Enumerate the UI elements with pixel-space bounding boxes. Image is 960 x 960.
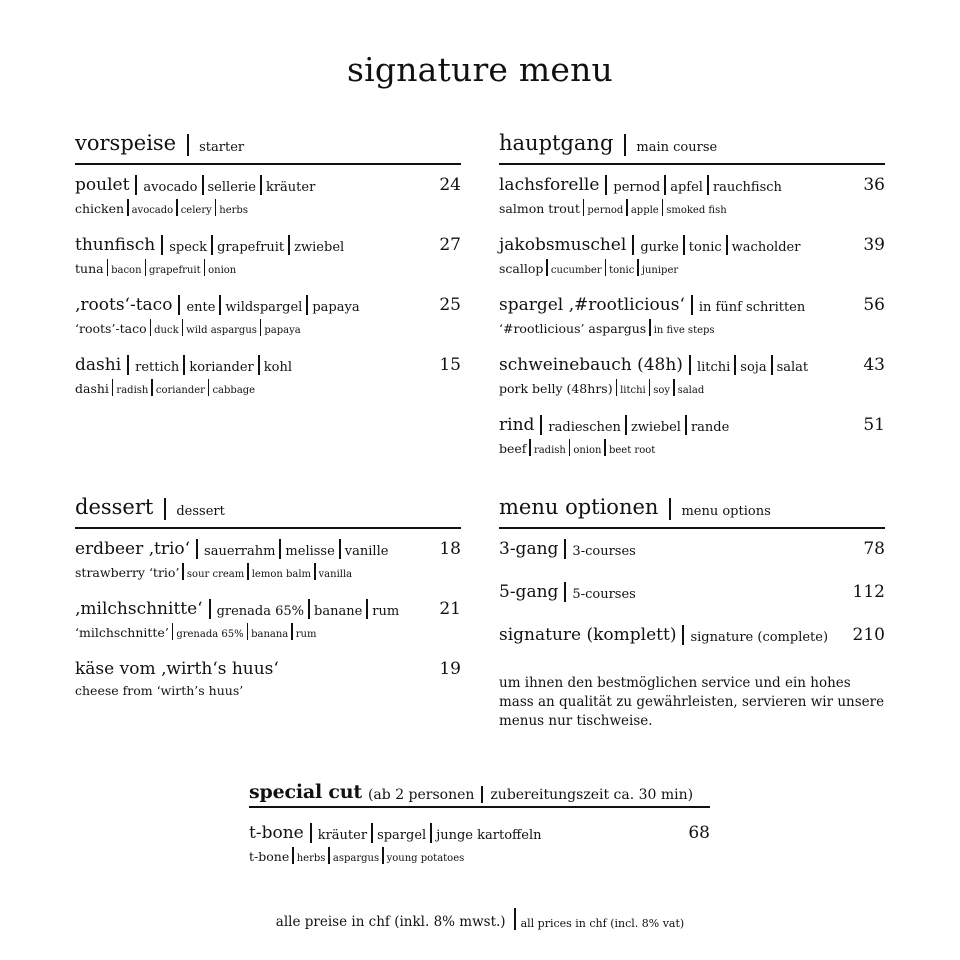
option-price: 210 [852,625,885,645]
ingredient-en: banana [251,629,289,640]
special-cut-heading [249,778,710,808]
dish-line [499,235,885,255]
dish-name: schweinebauch (48h) [499,355,683,375]
dish-line [75,355,461,375]
ingredient-en: beet root [608,445,656,456]
divider [187,134,189,156]
divider [204,259,206,276]
dish-name-en: cheese from ‘wirth’s huus’ [75,683,244,698]
dish-line-en [499,319,885,336]
ingredient: ente [186,300,216,315]
dish-line-en [499,259,885,276]
dish-name-en: ‘roots’-taco [75,321,147,336]
dish-name-en: strawberry ‘trio’ [75,565,180,580]
ingredient: grenada 65% [216,604,305,619]
ingredient: kräuter [265,180,316,195]
divider [247,623,249,640]
option-name: 3-gang [499,539,559,559]
section-title-de: dessert [75,495,154,519]
divider [314,563,316,580]
divider [649,319,651,336]
menu-options-items [499,529,885,731]
divider [328,847,330,864]
divider [151,379,153,396]
dish-line-en [499,439,885,456]
divider [569,439,571,456]
divider [288,235,290,255]
divider [306,295,308,315]
menu-item [499,295,885,355]
ingredient-en: bacon [111,265,142,276]
divider [481,786,483,803]
ingredient: gurke [640,240,679,255]
dish-price: 56 [863,295,885,315]
divider [664,175,666,195]
dish-price: 24 [439,175,461,195]
option-name: signature (komplett) [499,625,677,645]
option-price: 112 [852,582,885,602]
menu-item [75,355,461,415]
divider [637,259,639,276]
ingredient: vanille [344,544,389,559]
section-title-en: menu options [681,504,771,519]
footer-text-en: all prices in chf (incl. 8% vat) [520,917,685,930]
dish-name: erdbeer ‚trio‘ [75,539,191,559]
ingredient: litchi [696,360,731,375]
price-footer [0,908,960,930]
ingredient: wildspargel [225,300,303,315]
special-cut-persons: (ab 2 personen [367,787,475,803]
dish-line-en [75,683,461,698]
dish-name: ‚roots‘-taco [75,295,173,315]
dish-name: poulet [75,175,130,195]
divider [371,823,373,843]
ingredient: grapefruit [217,240,285,255]
dessert-section [75,491,461,719]
divider [583,199,585,216]
dish-line-en [75,259,461,276]
menu-item [499,235,885,295]
divider [308,599,310,619]
ingredient-en: rum [295,629,317,640]
option-item [499,625,885,668]
ingredient-en: smoked fish [666,205,727,216]
special-cut-prep-time: zubereitungszeit ca. 30 min) [490,787,694,803]
dish-line [75,599,461,619]
divider [683,235,685,255]
dish-name: t-bone [249,823,304,843]
dessert-heading [75,491,461,529]
divider [616,379,618,396]
ingredient: soja [740,360,767,375]
divider [514,908,516,930]
divider [260,319,262,336]
ingredient-en: in five steps [653,325,715,336]
divider [673,379,675,396]
section-title-de: hauptgang [499,131,614,155]
ingredient: zwiebel [630,420,681,435]
dish-price: 51 [863,415,885,435]
dish-line [75,659,461,679]
ingredient: salat [776,360,809,375]
divider [310,823,312,843]
divider [546,259,548,276]
menu-item [75,235,461,295]
divider [625,415,627,435]
ingredient-en: avocado [131,205,174,216]
section-title-en: dessert [176,504,225,519]
divider [689,355,691,375]
ingredient-en: cucumber [550,265,602,276]
ingredient: sauerrahm [204,544,276,559]
divider [529,439,531,456]
ingredient: zwiebel [294,240,345,255]
dish-price: 68 [688,823,710,843]
menu-item [75,599,461,659]
section-title-en: starter [199,140,245,155]
dish-line [499,295,885,315]
divider [112,379,114,396]
divider [176,199,178,216]
page-title: signature menu [347,50,613,89]
ingredient: kräuter [317,828,368,843]
divider [202,175,204,195]
divider [279,539,281,559]
divider [540,415,542,435]
divider [382,847,384,864]
ingredient: tonic [688,240,722,255]
dish-name: dashi [75,355,122,375]
divider [669,498,671,520]
dish-name-en: dashi [75,381,109,396]
ingredient-en: coriander [155,385,205,396]
starter-section [75,127,461,415]
ingredient-en: cabbage [212,385,256,396]
dish-line [499,175,885,195]
divider [164,498,166,520]
divider [605,175,607,195]
divider [208,379,210,396]
special-cut-items [249,808,710,883]
main-course-items [499,165,885,475]
dish-name: thunfisch [75,235,156,255]
starter-items [75,165,461,415]
divider [291,623,293,640]
divider [624,134,626,156]
dish-name-en: ‘milchschnitte’ [75,625,169,640]
dish-line-en [75,563,461,580]
dish-price: 19 [439,659,461,679]
divider [107,259,109,276]
divider [430,823,432,843]
dish-price: 27 [439,235,461,255]
option-name-en: 5-courses [572,587,636,602]
ingredient: junge kartoffeln [436,828,542,843]
divider [196,539,198,559]
ingredient-en: juniper [641,265,679,276]
divider [215,199,217,216]
divider [183,355,185,375]
ingredient: in fünf schritten [698,300,806,315]
dish-name: spargel ‚#rootlicious‘ [499,295,685,315]
divider [209,599,211,619]
ingredient: apfel [670,180,703,195]
ingredient-en: papaya [264,325,301,336]
ingredient-en: duck [154,325,179,336]
dish-line [499,355,885,375]
dish-price: 21 [439,599,461,619]
divider [182,563,184,580]
section-title-de: vorspeise [75,131,177,155]
dish-name: käse vom ‚wirth‘s huus‘ [75,659,279,679]
ingredient-en: herbs [296,853,326,864]
ingredient: radieschen [548,420,621,435]
ingredient: spargel [377,828,427,843]
option-name: 5-gang [499,582,559,602]
menu-item [249,823,710,883]
dish-line [499,415,885,435]
ingredient-en: sour cream [186,569,245,580]
divider [211,235,213,255]
ingredient: avocado [143,180,198,195]
menu-item [75,175,461,235]
divider [150,319,152,336]
dish-name-en: chicken [75,201,125,216]
divider [662,199,664,216]
divider [172,623,174,640]
ingredient-en: aspargus [332,853,380,864]
dish-line [75,235,461,255]
menu-item [75,295,461,355]
dish-name-en: salmon trout [499,201,580,216]
divider [564,582,566,602]
main-course-heading [499,127,885,165]
ingredient-en: apple [630,205,659,216]
ingredient-en: wild aspargus [186,325,257,336]
ingredient-en: pernod [587,205,624,216]
ingredient: wacholder [731,240,801,255]
dish-price: 25 [439,295,461,315]
main-course-section [499,127,885,475]
menu-options-section [499,491,885,731]
dish-line-en [499,199,885,216]
ingredient: kohl [263,360,292,375]
divider [161,235,163,255]
dish-price: 15 [439,355,461,375]
ingredient-en: radish [533,445,566,456]
dish-line [75,295,461,315]
ingredient-en: lemon balm [251,569,312,580]
dish-line-en [75,199,461,216]
menu-item [75,659,461,719]
ingredient-en: soy [653,385,671,396]
divider [247,563,249,580]
dish-name-en: ‘#rootlicious’ aspargus [499,321,647,336]
dish-name: rind [499,415,535,435]
dish-name-en: pork belly (48hrs) [499,381,613,396]
divider [145,259,147,276]
divider [178,295,180,315]
ingredient-en: herbs [219,205,248,216]
ingredient: rauchfisch [712,180,782,195]
ingredient-en: celery [180,205,212,216]
ingredient: melisse [285,544,335,559]
divider [632,235,634,255]
dish-name-en: tuna [75,261,104,276]
divider [219,295,221,315]
divider [292,847,294,864]
dish-line [75,539,461,559]
service-note: um ihnen den bestmöglichen service und ein hohes mass an qualität zu gewährleisten, servieren wir unsere menus nur tischweise. [499,675,885,729]
dish-price: 39 [863,235,885,255]
divider [564,539,566,559]
option-name-en: signature (complete) [690,630,829,645]
ingredient: banane [314,604,363,619]
dish-line-en [75,319,461,336]
ingredient: papaya [312,300,360,315]
ingredient: sellerie [207,180,256,195]
section-title-de: menu optionen [499,495,659,519]
dish-price: 36 [863,175,885,195]
special-cut-section [249,778,710,883]
menu-options-heading [499,491,885,529]
menu-item [499,175,885,235]
dish-line [75,175,461,195]
ingredient-en: onion [208,265,237,276]
dish-line-en [75,623,461,640]
divider [691,295,693,315]
divider [127,199,129,216]
ingredient: rande [690,420,730,435]
ingredient: rum [372,604,400,619]
section-title: special cut [249,781,362,803]
dish-line-en [75,379,461,396]
dish-price: 18 [439,539,461,559]
divider [626,199,628,216]
ingredient-en: vanilla [318,569,353,580]
ingredient: pernod [613,180,661,195]
option-price: 78 [863,539,885,559]
ingredient: rettich [135,360,180,375]
dish-price: 43 [863,355,885,375]
ingredient-en: litchi [620,385,646,396]
starter-heading [75,127,461,165]
ingredient-en: grenada 65% [176,629,244,640]
divider [682,625,684,645]
divider [604,439,606,456]
divider [182,319,184,336]
divider [366,599,368,619]
divider [649,379,651,396]
ingredient-en: salad [677,385,705,396]
divider [771,355,773,375]
divider [260,175,262,195]
ingredient-en: onion [573,445,602,456]
ingredient: koriander [189,360,254,375]
divider [605,259,607,276]
ingredient-en: young potatoes [386,853,465,864]
footer-text-de: alle preise in chf (inkl. 8% mwst.) [275,914,506,930]
divider [135,175,137,195]
dish-name: jakobsmuschel [499,235,627,255]
dish-name-en: scallop [499,261,544,276]
dish-name: ‚milchschnitte‘ [75,599,203,619]
divider [726,235,728,255]
menu-item [75,539,461,599]
menu-item [499,415,885,475]
ingredient-en: tonic [609,265,635,276]
dessert-items [75,529,461,719]
option-item [499,582,885,625]
divider [707,175,709,195]
dish-name-en: beef [499,441,527,456]
divider [258,355,260,375]
dish-name-en: t-bone [249,849,290,864]
option-name-en: 3-courses [572,544,636,559]
dish-line-en [499,379,885,396]
menu-item [499,355,885,415]
divider [127,355,129,375]
divider [685,415,687,435]
dish-name: lachsforelle [499,175,600,195]
ingredient: speck [169,240,208,255]
ingredient-en: grapefruit [149,265,201,276]
option-item [499,539,885,582]
ingredient-en: radish [116,385,149,396]
divider [734,355,736,375]
section-title-en: main course [636,140,718,155]
divider [339,539,341,559]
